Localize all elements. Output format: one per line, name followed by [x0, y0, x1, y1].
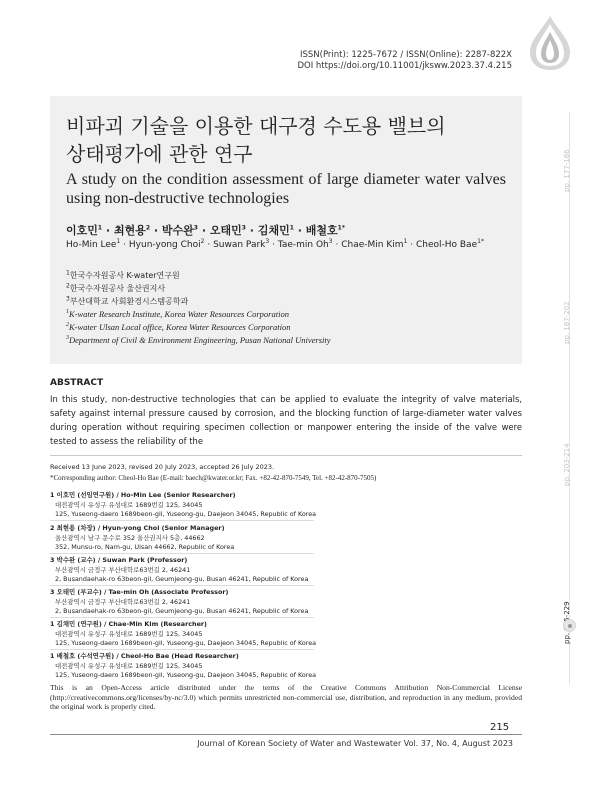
address-korean: 부산광역시 금정구 부산대학로63번길 2, 46241	[55, 597, 191, 606]
author-footnote-title: 1 이호민 (선임연구원) / Ho-Min Lee (Senior Researcher)	[50, 491, 236, 499]
address-english: 352, Munsu-ro, Nam-gu, Ulsan 44662, Republic of Korea	[55, 543, 235, 551]
footnote-separator	[50, 585, 314, 586]
affiliation-kr-2: $^2$한국수자원공사 울산권지사	[66, 282, 166, 293]
address-korean: 대전광역시 유성구 유성대로 1689번길 125, 34045	[55, 661, 203, 670]
footnote-separator	[50, 649, 314, 650]
author-name-kr: 김채민	[257, 224, 290, 237]
issn-line: ISSN(Print): 1225-7672 / ISSN(Online): 2287-822X	[299, 50, 512, 60]
footnote-divider	[50, 455, 522, 456]
address-english: 125, Yuseong-daero 1689beon-gil, Yuseong-gu, Daejeon 34045, Republic of Korea	[55, 671, 317, 679]
address-korean: 부산광역시 금정구 부산대학로63번길 2, 46241	[55, 565, 191, 574]
address-english: 125, Yuseong-daero 1689beon-gil, Yuseong-gu, Daejeon 34045, Republic of Korea	[55, 510, 317, 518]
doi-link[interactable]: DOI https://doi.org/10.11001/jksww.2023.37.4.215	[297, 61, 512, 71]
author-name-kr: 최현용	[113, 224, 146, 237]
address-english: 2, Busandaehak-ro 63beon-gil, Geumjeong-gu, Busan 46241, Republic of Korea	[55, 607, 309, 615]
author-name-en: Chae-Min Kim	[341, 240, 404, 250]
address-english: 2, Busandaehak-ro 63beon-gil, Geumjeong-gu, Busan 46241, Republic of Korea	[55, 575, 309, 583]
current-page-marker-icon	[563, 619, 576, 632]
journal-logo-icon	[522, 14, 578, 72]
author-footnote-title: 1 김채민 (연구원) / Chae-Min Kim (Researcher)	[50, 620, 207, 628]
affiliation-en-3: $^3$Department of Civil & Environment Engineering, Pusan National University	[66, 335, 331, 345]
abstract-heading: ABSTRACT	[50, 378, 104, 388]
korean-title	[66, 112, 506, 168]
author-name-kr: 이호민	[66, 224, 98, 237]
author-footnote-title: 2 최현용 (차장) / Hyun-yong Choi (Senior Manager)	[50, 524, 225, 532]
author-name-en: Hyun-yong Choi	[128, 240, 201, 250]
author-name-en: Cheol-Ho Bae	[415, 240, 478, 250]
affiliation-en-2: $^2$K-water Ulsan Local office, Korea Water Resources Corporation	[66, 322, 291, 332]
footer-rule	[50, 734, 522, 735]
page-range-203-214[interactable]: pp. 203-214	[563, 443, 571, 486]
affiliation-kr-3: $^3$부산대학교 사회환경시스템공학과	[66, 295, 189, 306]
address-english: 125, Yuseong-daero 1689beon-gil, Yuseong-gu, Daejeon 34045, Republic of Korea	[55, 639, 317, 647]
issn-doi-block	[297, 50, 512, 72]
korean-title-line-1: 비파괴 기술을 이용한 대구경 수도용 밸브의	[66, 114, 446, 138]
author-name-en: Ho-Min Lee	[66, 240, 117, 250]
author-footnote	[50, 620, 522, 649]
footnote-separator	[50, 553, 314, 554]
author-footnote	[50, 556, 522, 585]
author-footnote	[50, 652, 522, 681]
sidebar-divider	[569, 112, 570, 684]
address-korean: 대전광역시 유성구 유성대로 1689번길 125, 34045	[55, 629, 203, 638]
author-footnote-title: 3 박수완 (교수) / Suwan Park (Professor)	[50, 556, 188, 564]
author-footnote	[50, 588, 522, 617]
page-range-177-186[interactable]: pp. 177-186	[563, 149, 571, 192]
abstract-body: In this study, non-destructive technologies that can be applied to evaluate the integrity of valve materials, safety against internal pressure caused by corrosion, and the blocking function of large-diameter water valves during operation without requiring specimen collection or manpower entering the inside of the valve were tested to assess the reliability of the	[50, 394, 522, 446]
author-footnote	[50, 491, 522, 520]
korean-author-list: 이호민$^1$ · 최현용$^2$ · 박수완$^3$ · 오태민$^3$ · 김채민$^1$ · 배철호$^{1*}$	[66, 224, 345, 237]
received-dates: Received 13 June 2023, revised 20 July 2023, accepted 26 July 2023.	[50, 463, 275, 471]
author-name-en: Tae-min Oh	[277, 240, 329, 250]
page-number: 215	[490, 722, 510, 733]
affiliation-en-1: $^1$K-water Research Institute, Korea Water Resources Corporation	[66, 309, 289, 319]
footnote-separator	[50, 520, 314, 521]
author-footnote	[50, 524, 522, 553]
author-name-en: Suwan Park	[213, 240, 266, 250]
journal-citation: Journal of Korean Society of Water and Wastewater Vol. 37, No. 4, August 2023	[197, 739, 513, 748]
page-range-187-202[interactable]: pp. 187-202	[563, 301, 571, 344]
author-footnote-title: 3 오태민 (부교수) / Tae-min Oh (Associate Professor)	[50, 588, 229, 596]
corresponding-author: *Corresponding author: Cheol-Ho Bae (E-mail: baech@kwater.or.kr; Fax. +82-42-870-7549, Tel. +82-42-870-7505)	[50, 474, 377, 482]
english-title: A study on the condition assessment of large diameter water valves using non-destructive technologies	[66, 171, 506, 207]
affiliation-kr-1: $^1$한국수자원공사 K-water연구원	[66, 269, 180, 280]
author-footnote-title: 1 배철호 (수석연구원) / Cheol-Ho Bae (Head Researcher)	[50, 652, 239, 660]
korean-title-line-2: 상태평가에 관한 연구	[66, 142, 253, 166]
author-name-kr: 박수완	[161, 224, 194, 237]
address-korean: 울산광역시 남구 문수로 352 울산권지사 5층, 44662	[55, 533, 205, 542]
author-name-kr: 오태민	[209, 224, 242, 237]
address-korean: 대전광역시 유성구 유성대로 1689번길 125, 34045	[55, 500, 203, 509]
footnote-separator	[50, 617, 314, 618]
author-name-kr: 배철호	[305, 224, 338, 237]
english-author-list: Ho-Min Lee$^1$ · Hyun-yong Choi$^2$ · Suwan Park$^3$ · Tae-min Oh$^3$ · Chae-Min Kim$^1$ · Cheol-Ho Bae$^{1*}$	[66, 238, 484, 250]
license-notice: This is an Open-Access article distributed under the terms of the Creative Commons Attribution Non-Commercial License (http://creativecommons.org/licenses/by-nc/3.0) which permits unrestricted non-commercial use, distribution, and reproduction in any medium, provided the original work is properly cited.	[50, 683, 522, 711]
